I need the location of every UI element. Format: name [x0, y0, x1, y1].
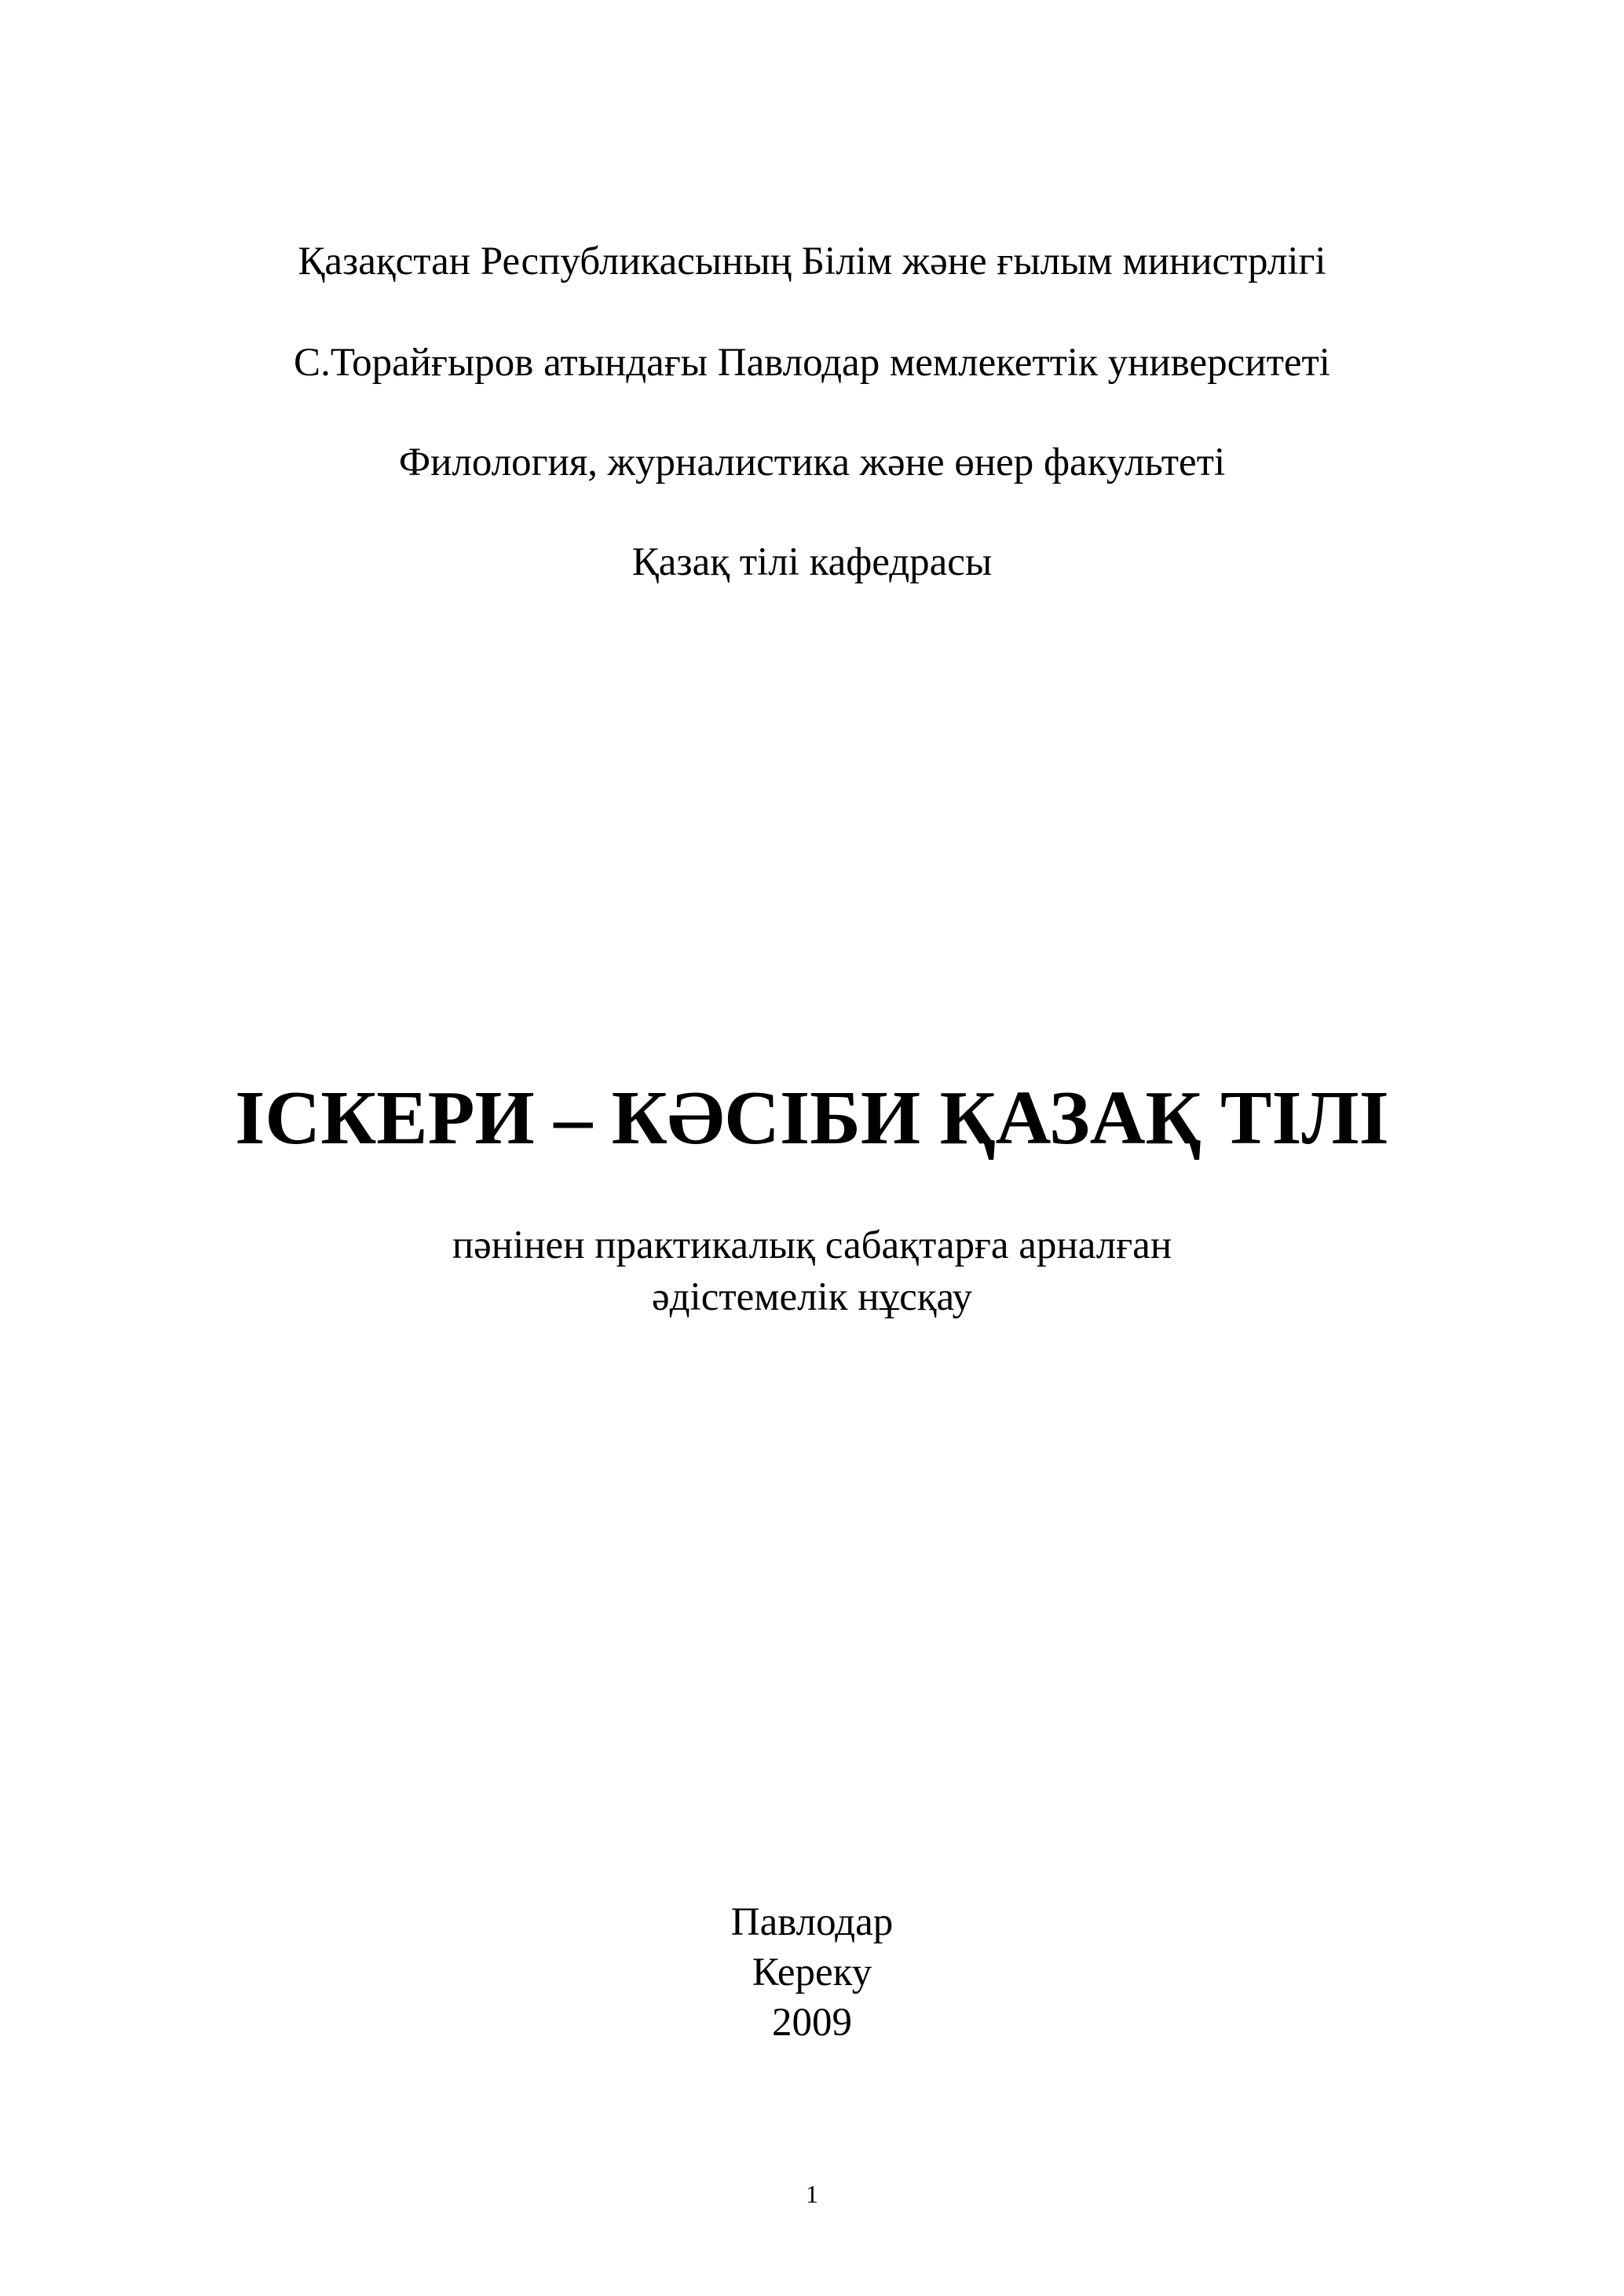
- department-name: Қазақ тілі кафедрасы: [631, 540, 993, 584]
- imprint-city: Павлодар: [730, 1900, 894, 1944]
- document-subtitle-line-1: пәнінен практикалық сабақтарға арналған: [452, 1223, 1172, 1267]
- university-name: С.Торайғыров атындағы Павлодар мемлекеттік университеті: [294, 341, 1330, 385]
- page-number: 1: [806, 2180, 818, 2208]
- document-subtitle-line-2: әдістемелік нұсқау: [651, 1275, 973, 1319]
- imprint-year: 2009: [772, 2001, 852, 2045]
- ministry-name: Қазақстан Республикасының Білім және ғылым министрлігі: [298, 239, 1326, 283]
- document-title: ІСКЕРИ – КӘСІБИ ҚАЗАҚ ТІЛІ: [235, 1076, 1389, 1161]
- imprint-publisher: Кереку: [752, 1951, 872, 1994]
- faculty-name: Филология, журналистика және өнер факультеті: [398, 441, 1226, 484]
